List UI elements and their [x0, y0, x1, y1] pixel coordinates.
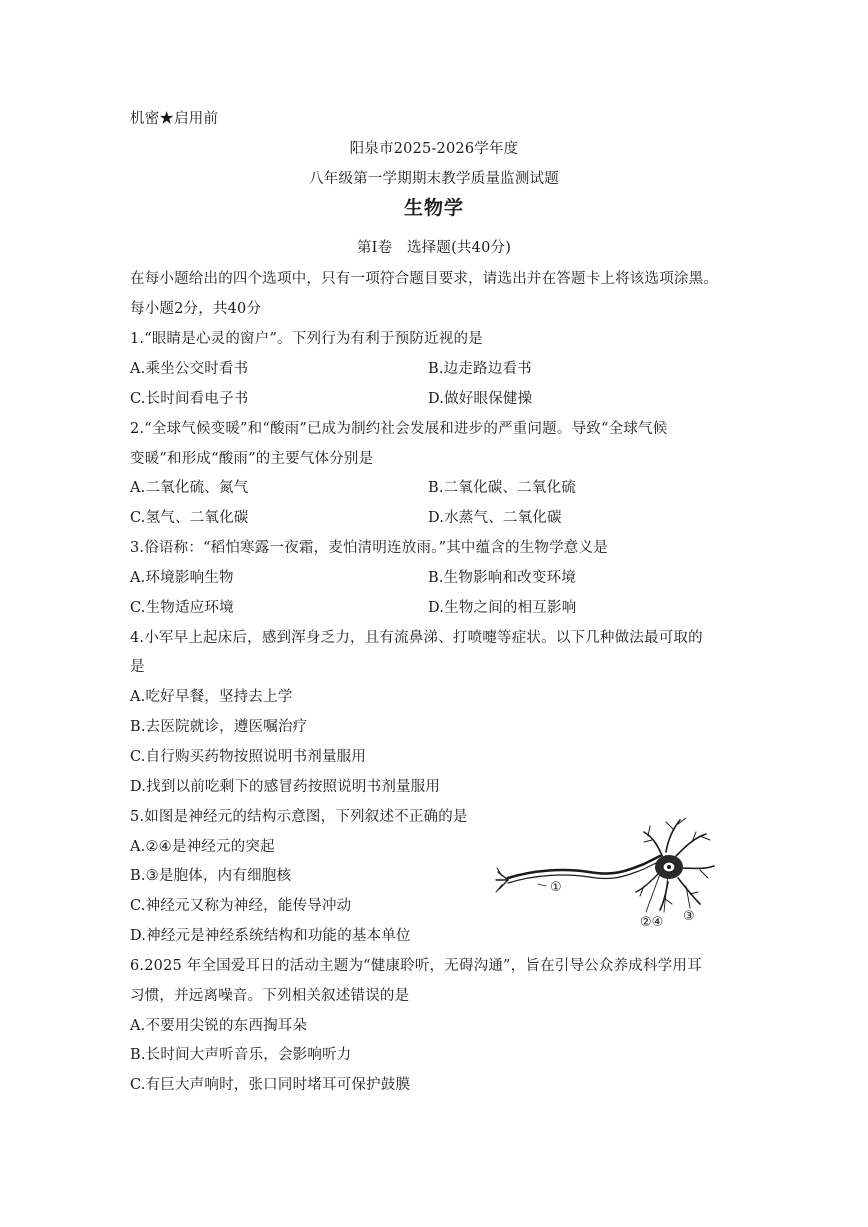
question-3-option-c: C.生物适应环境 — [130, 600, 234, 616]
question-5-option-b: B.③是胞体，内有细胞核 — [130, 868, 292, 884]
section-title: 第Ⅰ卷 选择题(共40分) — [356, 240, 512, 256]
question-1-option-a: A.乘坐公交时看书 — [130, 361, 249, 377]
question-1-stem: 1.“眼睛是心灵的窗户”。下列行为有利于预防近视的是 — [130, 331, 483, 347]
question-3-option-a: A.环境影响生物 — [130, 570, 234, 586]
instructions-line-2: 每小题2分，共40分 — [130, 301, 262, 317]
question-6-stem-line-1: 6.2025 年全国爱耳日的活动主题为“健康聆听，无碍沟通”，旨在引导公众养成科学用耳 — [130, 958, 702, 974]
question-2-option-d: D.水蒸气、二氧化碳 — [428, 510, 562, 526]
question-6-option-b: B.长时间大声听音乐，会影响听力 — [130, 1047, 352, 1063]
question-6-stem-line-2: 习惯，并远离噪音。下列相关叙述错误的是 — [130, 988, 410, 1004]
question-1-option-d: D.做好眼保健操 — [428, 391, 533, 407]
question-2-option-b: B.二氧化碳、二氧化硫 — [428, 480, 576, 496]
question-3-option-b: B.生物影响和改变环境 — [428, 570, 576, 586]
question-4-option-a: A.吃好早餐，坚持去上学 — [130, 689, 293, 705]
question-1-option-c: C.长时间看电子书 — [130, 391, 249, 407]
question-4-option-b: B.去医院就诊，遵医嘱治疗 — [130, 719, 308, 735]
question-2-option-c: C.氢气、二氧化碳 — [130, 510, 249, 526]
question-4-stem-line-1: 4.小军早上起床后，感到浑身乏力，且有流鼻涕、打喷嚏等症状。以下几种做法最可取的 — [130, 630, 703, 646]
question-5-stem: 5.如图是神经元的结构示意图，下列叙述不正确的是 — [130, 809, 468, 825]
figure-label-1: ① — [550, 880, 562, 895]
question-4-option-c: C.自行购买药物按照说明书剂量服用 — [130, 749, 367, 765]
region-year-title: 阳泉市2025-2026学年度 — [349, 141, 519, 157]
question-5-option-a: A.②④是神经元的突起 — [130, 839, 275, 855]
figure-label-2-4: ②④ — [640, 915, 664, 930]
instructions-line-1: 在每小题给出的四个选项中，只有一项符合题目要求，请选出并在答题卡上将该选项涂黑。 — [130, 271, 718, 287]
question-4-stem-line-2: 是 — [130, 659, 145, 675]
exam-name-title: 八年级第一学期期末教学质量监测试题 — [309, 171, 559, 187]
question-3-stem: 3.俗语称：“稻怕寒露一夜霜，麦怕清明连放雨。”其中蕴含的生物学意义是 — [130, 540, 608, 556]
question-4-option-d: D.找到以前吃剩下的感冒药按照说明书剂量服用 — [130, 779, 441, 795]
subject-title: 生物学 — [403, 197, 464, 219]
question-1-option-b: B.边走路边看书 — [428, 361, 532, 377]
question-2-option-a: A.二氧化硫、氮气 — [130, 480, 249, 496]
confidential-label: 机密★启用前 — [130, 111, 219, 127]
question-6-option-c: C.有巨大声响时，张口同时堵耳可保护鼓膜 — [130, 1077, 411, 1093]
neuron-diagram — [494, 812, 720, 930]
question-3-option-d: D.生物之间的相互影响 — [428, 600, 577, 616]
question-2-stem-line-1: 2.“全球气候变暖”和“酸雨”已成为制约社会发展和进步的严重问题。导致“全球气候 — [130, 421, 668, 437]
question-5-option-d: D.神经元是神经系统结构和功能的基本单位 — [130, 928, 411, 944]
question-5-option-c: C.神经元又称为神经，能传导冲动 — [130, 898, 352, 914]
figure-label-3: ③ — [683, 909, 695, 924]
question-6-option-a: A.不要用尖锐的东西掏耳朵 — [130, 1018, 308, 1034]
question-2-stem-line-2: 变暖”和形成“酸雨”的主要气体分别是 — [130, 451, 374, 467]
